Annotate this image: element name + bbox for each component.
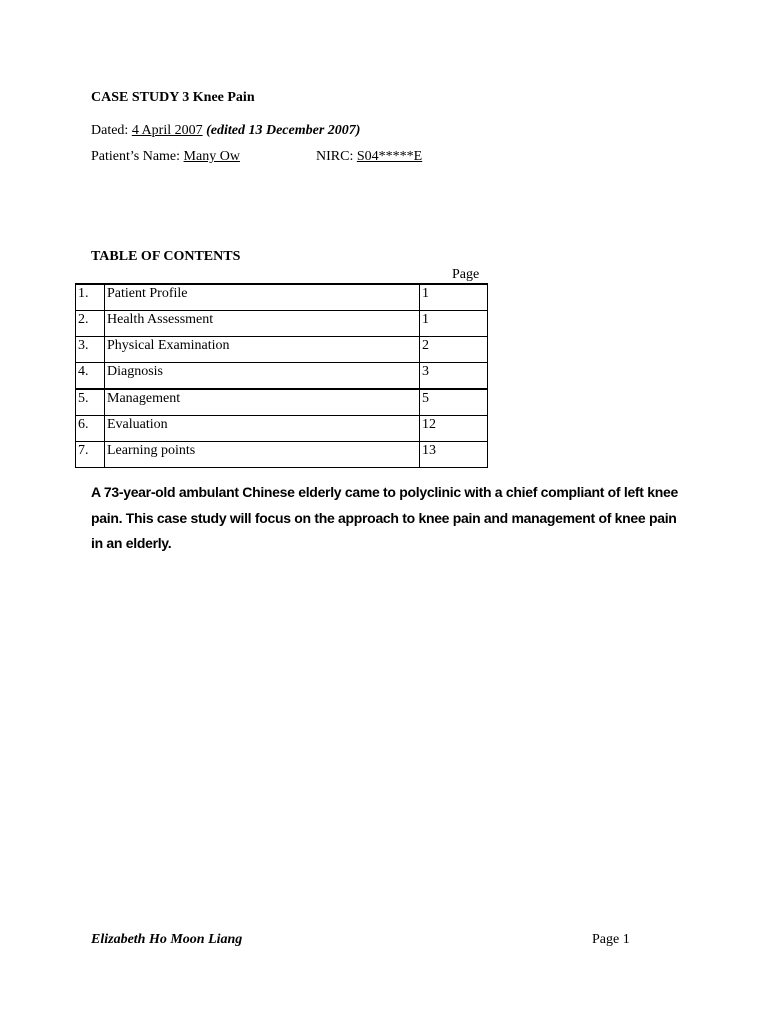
dated-label: Dated: bbox=[91, 123, 129, 138]
toc-row-number: 5. bbox=[76, 389, 105, 416]
patient-name: Many Ow bbox=[183, 149, 240, 164]
toc-row bbox=[76, 416, 488, 442]
footer-author: Elizabeth Ho Moon Liang bbox=[91, 932, 243, 947]
edited-note: (edited 13 December 2007) bbox=[206, 123, 361, 138]
dated-line bbox=[91, 123, 360, 139]
toc-row-page: 3 bbox=[420, 363, 488, 390]
toc-table bbox=[75, 283, 488, 468]
toc-row-section: Patient Profile bbox=[105, 284, 420, 311]
dated-value: 4 April 2007 bbox=[131, 123, 203, 138]
toc-row-page: 13 bbox=[420, 442, 488, 468]
toc-row-page: 12 bbox=[420, 416, 488, 442]
toc-row-section: Evaluation bbox=[105, 416, 420, 442]
toc-row bbox=[76, 284, 488, 311]
nirc-label: NIRC: bbox=[316, 149, 354, 164]
toc-row bbox=[76, 311, 488, 337]
toc-row-page: 2 bbox=[420, 337, 488, 363]
toc-row-page: 5 bbox=[420, 389, 488, 416]
toc-row bbox=[76, 337, 488, 363]
toc-row-number: 3. bbox=[76, 337, 105, 363]
toc-row-section: Management bbox=[105, 389, 420, 416]
patient-line bbox=[91, 149, 240, 165]
document-title: CASE STUDY 3 Knee Pain bbox=[91, 90, 255, 105]
toc-title: TABLE OF CONTENTS bbox=[91, 249, 241, 264]
toc-row-number: 2. bbox=[76, 311, 105, 337]
nirc-value: S04*****E bbox=[356, 149, 423, 164]
toc-row-page: 1 bbox=[420, 311, 488, 337]
toc-row-number: 1. bbox=[76, 284, 105, 311]
toc-row-page: 1 bbox=[420, 284, 488, 311]
footer-page-number: Page 1 bbox=[592, 932, 630, 947]
nirc-line bbox=[316, 149, 422, 165]
toc-row-number: 4. bbox=[76, 363, 105, 390]
toc-row-section: Diagnosis bbox=[105, 363, 420, 390]
toc-page-header: Page bbox=[452, 267, 480, 282]
toc-row-number: 7. bbox=[76, 442, 105, 468]
toc-row-section: Health Assessment bbox=[105, 311, 420, 337]
toc-row-section: Physical Examination bbox=[105, 337, 420, 363]
toc-row-number: 6. bbox=[76, 416, 105, 442]
toc-row bbox=[76, 389, 488, 416]
toc-row bbox=[76, 363, 488, 390]
toc-row bbox=[76, 442, 488, 468]
patient-label: Patient’s Name: bbox=[91, 149, 181, 164]
intro-paragraph: A 73-year-old ambulant Chinese elderly came to polyclinic with a chief compliant of left knee pain. This case study will focus on the approach to knee pain and management of knee pain in an elderly. bbox=[91, 484, 678, 551]
toc-row-section: Learning points bbox=[105, 442, 420, 468]
